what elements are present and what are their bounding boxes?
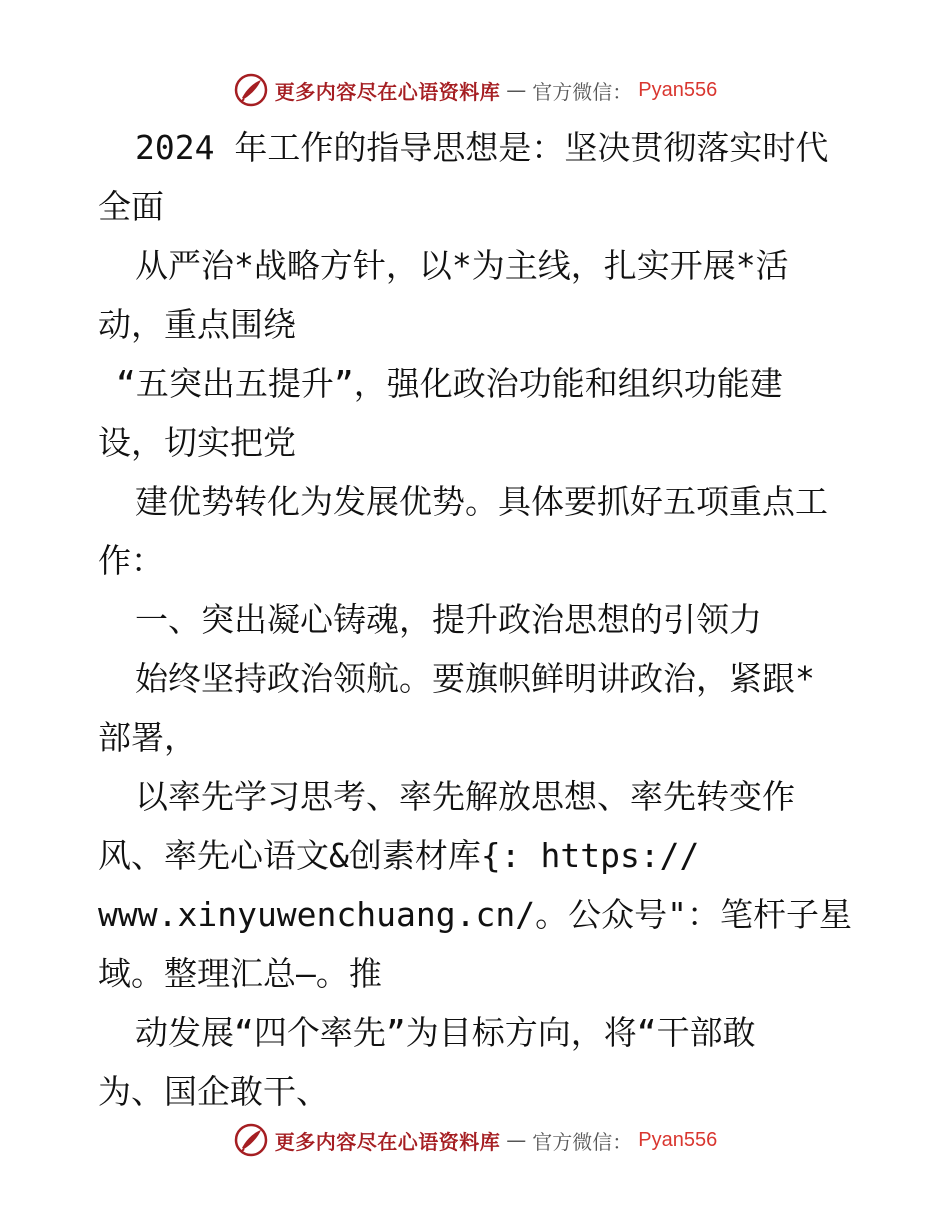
- text-line: 为、国企敢干、: [98, 1072, 329, 1111]
- quill-pen-logo-icon: [233, 72, 269, 108]
- footer-watermark: [0, 1120, 950, 1160]
- text-line: 作：: [98, 541, 164, 580]
- text-line: 设，切实把党: [98, 423, 296, 462]
- watermark-label: 官方微信：: [532, 1129, 633, 1154]
- watermark-wechat-id: Pyan556: [638, 1128, 718, 1151]
- text-line: 风、率先心语文&创素材库{: https://: [98, 836, 700, 875]
- header-watermark: [0, 70, 950, 110]
- section-heading: 一、突出凝心铸魂，提升政治思想的引领力: [135, 600, 762, 639]
- text-line: 域。整理汇总—。推: [98, 954, 382, 993]
- watermark-label: 官方微信：: [532, 79, 633, 104]
- text-line: 动发展“四个率先”为目标方向，将“干部敢: [135, 1013, 756, 1052]
- text-line: 2024 年工作的指导思想是：坚决贯彻落实时代: [135, 128, 829, 167]
- text-line: 以率先学习思考、率先解放思想、率先转变作: [135, 777, 795, 816]
- watermark-wechat-id: Pyan556: [638, 78, 718, 101]
- quill-pen-logo-icon: [233, 1122, 269, 1158]
- watermark-separator: —: [506, 1128, 527, 1152]
- text-line: 部署，: [98, 718, 197, 757]
- text-line: 动，重点围绕: [98, 305, 296, 344]
- text-line: 从严治*战略方针，以*为主线，扎实开展*活: [135, 246, 789, 285]
- text-line: www.xinyuwenchuang.cn/。公众号"：笔杆子星: [98, 895, 852, 934]
- document-body: [98, 118, 858, 1121]
- text-line: “五突出五提升”，强化政治功能和组织功能建: [116, 364, 783, 403]
- text-line: 始终坚持政治领航。要旗帜鲜明讲政治，紧跟*: [135, 659, 815, 698]
- watermark-text: 更多内容尽在心语资料库: [274, 1129, 501, 1154]
- text-line: 建优势转化为发展优势。具体要抓好五项重点工: [135, 482, 828, 521]
- text-line: 全面: [98, 187, 164, 226]
- watermark-separator: —: [506, 78, 527, 102]
- watermark-text: 更多内容尽在心语资料库: [274, 79, 501, 104]
